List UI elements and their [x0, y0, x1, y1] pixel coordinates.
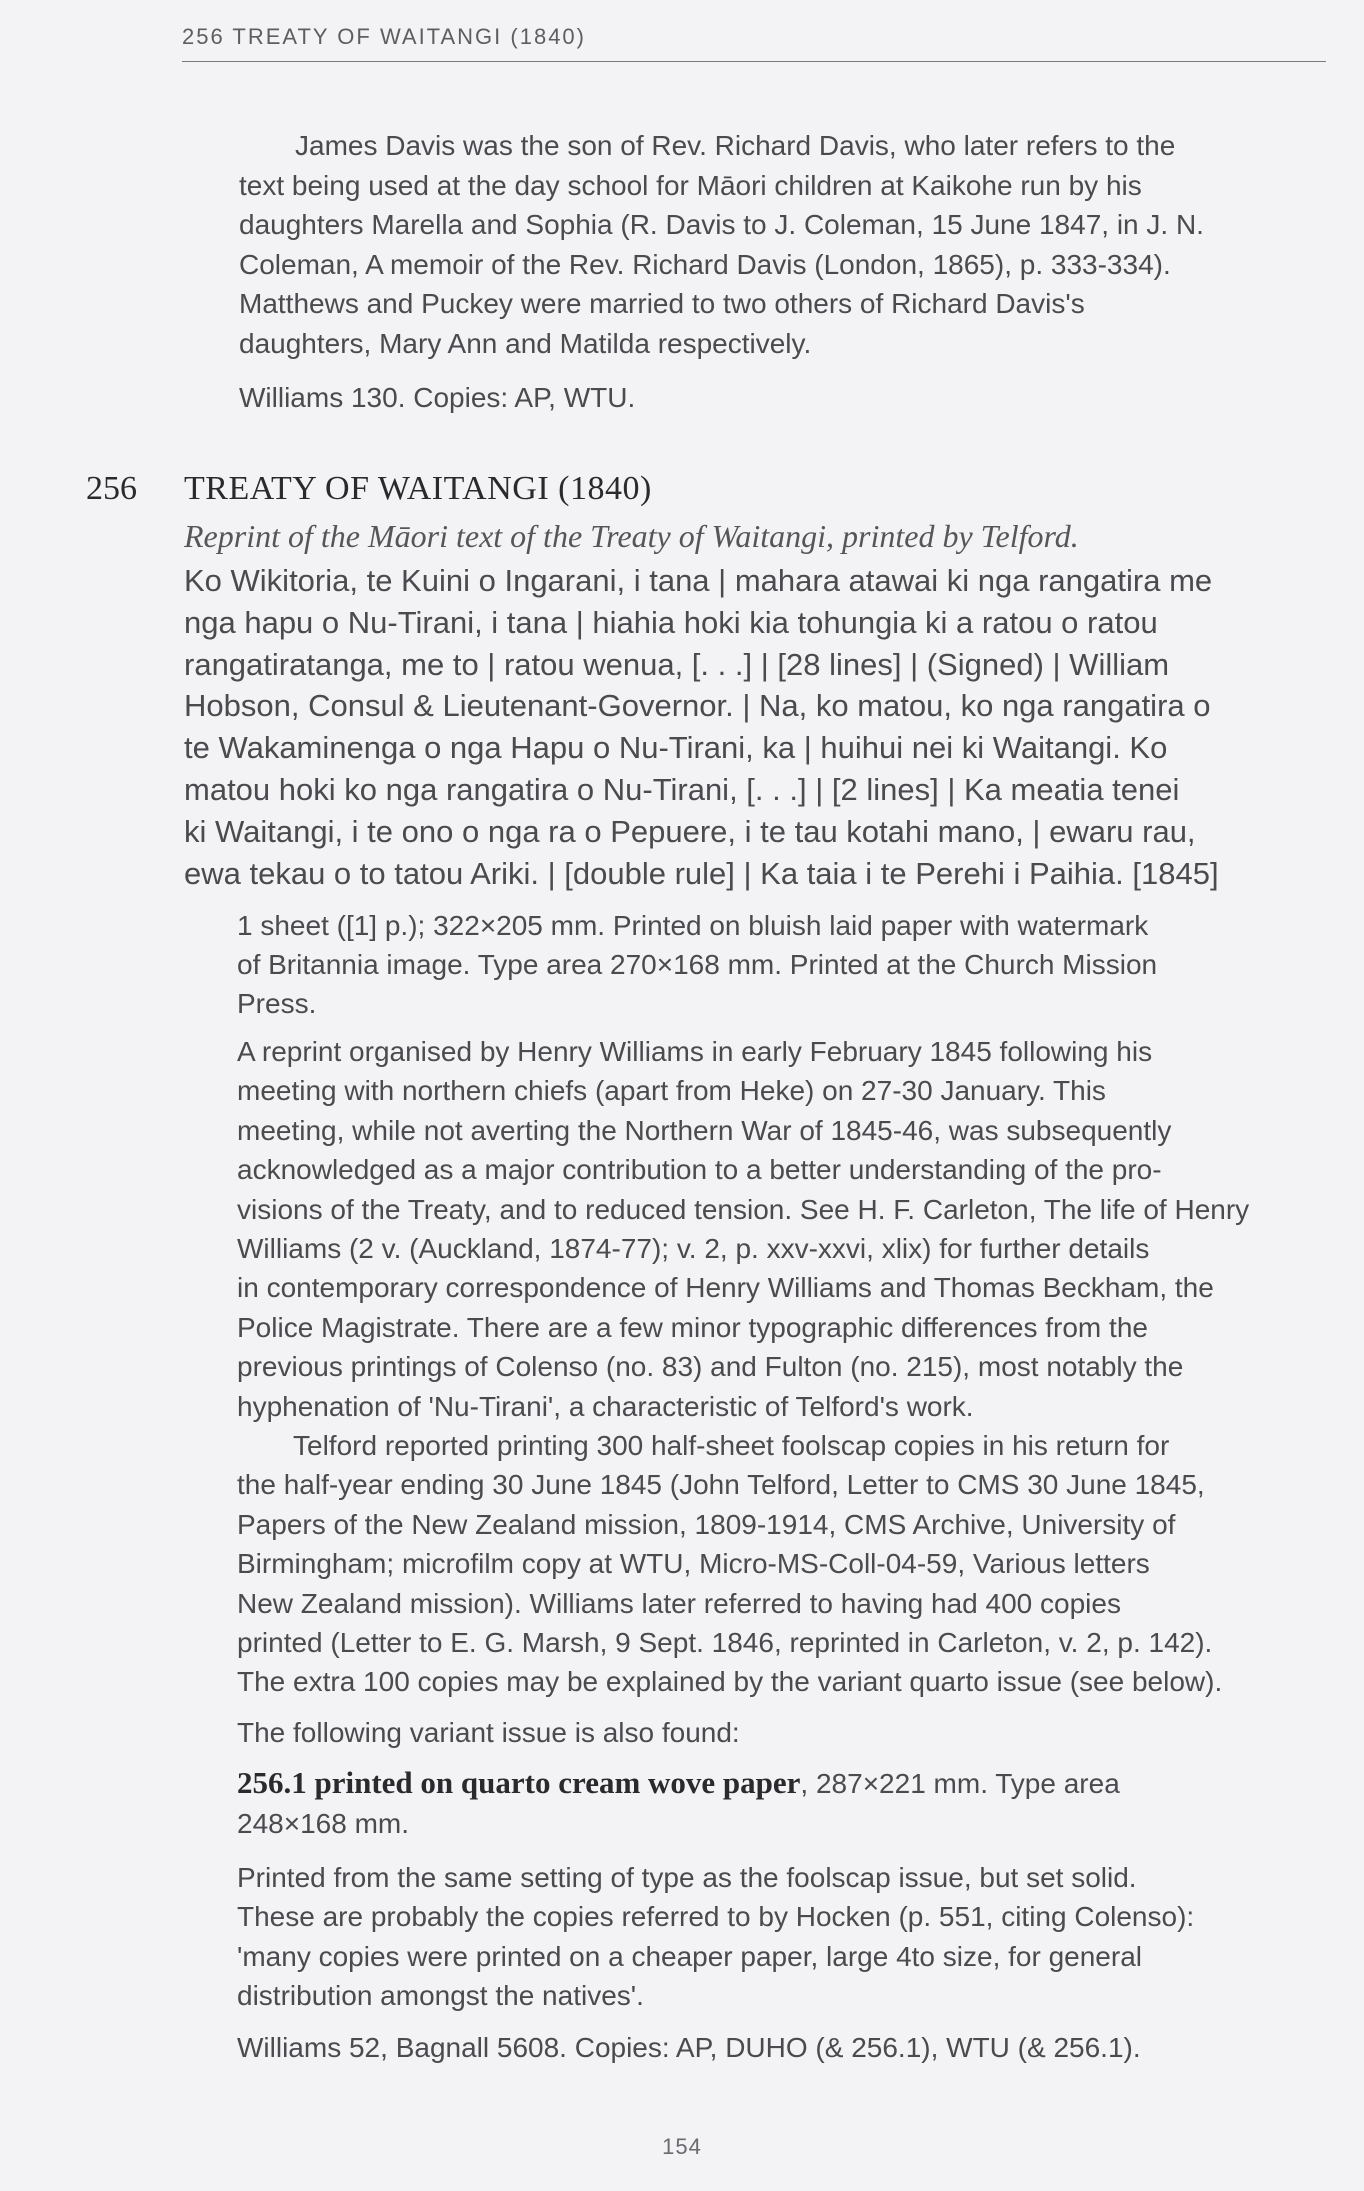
note-line: Telford reported printing 300 half-sheet foolscap copies in his return for: [293, 1430, 1170, 1461]
note-line: the half-year ending 30 June 1845 (John Telford, Letter to CMS 30 June 1845,: [237, 1469, 1205, 1501]
entry-number: 256: [86, 470, 137, 507]
prev-note-line: text being used at the day school for Māori children at Kaikohe run by his: [239, 169, 1142, 201]
note-line: Williams (2 v. (Auckland, 1874-77); v. 2, p. xxv-xxvi, xlix) for further details: [237, 1233, 1150, 1265]
note-line: 'many copies were printed on a cheaper paper, large 4to size, for general: [237, 1940, 1142, 1972]
note-line: visions of the Treaty, and to reduced tension. See H. F. Carleton, The life of Henry: [237, 1193, 1250, 1225]
entry-refs: Williams 52, Bagnall 5608. Copies: AP, DUHO (& 256.1), WTU (& 256.1).: [237, 2032, 1141, 2063]
note-reprint: [237, 1032, 1327, 1426]
note-line: meeting, while not averting the Northern War of 1845-46, was subsequently: [237, 1114, 1172, 1146]
physical-line: 1 sheet ([1] p.); 322×205 mm. Printed on bluish laid paper with watermark: [237, 910, 1149, 941]
transcription-line: nga hapu o Nu-Tirani, i tana | hiahia hoki kia tohungia ki a ratou o ratou: [184, 604, 1158, 640]
note-line: meeting with northern chiefs (apart from Heke) on 27-30 January. This: [237, 1075, 1106, 1107]
note-quarto: [237, 1858, 1327, 2016]
note-telford: [237, 1426, 1327, 1702]
physical-description: [237, 906, 1327, 1023]
variant-intro: The following variant issue is also found:: [237, 1717, 740, 1748]
transcription-line: te Wakaminenga o nga Hapu o Nu-Tirani, ka | huihui nei ki Waitangi. Ko: [184, 730, 1168, 766]
transcription-line: ewa tekau o to tatou Ariki. | [double rule] | Ka taia i te Perehi i Paihia. [1845]: [184, 855, 1219, 891]
note-line: A reprint organised by Henry Williams in early February 1845 following his: [237, 1036, 1153, 1067]
prev-entry-note: [239, 126, 1329, 364]
variant-line: 248×168 mm.: [237, 1808, 409, 1839]
variant-line: [237, 1763, 1120, 1804]
transcription-line: rangatiratanga, me to | ratou wenua, [. . .] | [28 lines] | (Signed) | William: [184, 646, 1170, 682]
note-line: These are probably the copies referred to by Hocken (p. 551, citing Colenso):: [237, 1901, 1195, 1933]
prev-entry-refs: Williams 130. Copies: AP, WTU.: [239, 382, 636, 413]
note-line: New Zealand mission). Williams later referred to having had 400 copies: [237, 1587, 1121, 1619]
entry-title: TREATY OF WAITANGI (1840): [184, 470, 652, 507]
prev-note-line: Matthews and Puckey were married to two others of Richard Davis's: [239, 288, 1085, 320]
note-line: The extra 100 copies may be explained by the variant quarto issue (see below).: [237, 1666, 1223, 1698]
entry-transcription: [184, 560, 1324, 894]
prev-note-line: daughters, Mary Ann and Matilda respectively.: [239, 327, 812, 359]
note-line: previous printings of Colenso (no. 83) and Fulton (no. 215), most notably the: [237, 1351, 1184, 1383]
transcription-line: ki Waitangi, i te ono o nga ra o Pepuere, i te tau kotahi mano, | ewaru rau,: [184, 813, 1196, 849]
note-line: Birmingham; microfilm copy at WTU, Micro-MS-Coll-04-59, Various letters: [237, 1548, 1150, 1580]
transcription-line: Ko Wikitoria, te Kuini o Ingarani, i tana | mahara atawai ki nga rangatira me: [184, 563, 1213, 598]
note-line: Printed from the same setting of type as the foolscap issue, but set solid.: [237, 1862, 1137, 1893]
page-number: 154: [662, 2134, 702, 2159]
note-line: Police Magistrate. There are a few minor typographic differences from the: [237, 1311, 1148, 1343]
variant-details: , 287×221 mm. Type area: [800, 1768, 1120, 1799]
prev-note-line: daughters Marella and Sophia (R. Davis to J. Coleman, 15 June 1847, in J. N.: [239, 209, 1204, 241]
entry-subtitle: Reprint of the Māori text of the Treaty of Waitangi, printed by Telford.: [184, 518, 1079, 554]
physical-line: of Britannia image. Type area 270×168 mm. Printed at the Church Mission: [237, 949, 1158, 980]
note-line: Papers of the New Zealand mission, 1809-1914, CMS Archive, University of: [237, 1508, 1176, 1540]
transcription-line: matou hoki ko nga rangatira o Nu-Tirani, [. . .] | [2 lines] | Ka meatia tenei: [184, 771, 1180, 807]
header-rule: [182, 61, 1326, 62]
note-line: printed (Letter to E. G. Marsh, 9 Sept. 1846, reprinted in Carleton, v. 2, p. 142).: [237, 1627, 1213, 1659]
variant-label: 256.1 printed on quarto cream wove paper: [237, 1765, 801, 1800]
note-line: acknowledged as a major contribution to a better understanding of the pro-: [237, 1154, 1162, 1186]
transcription-line: Hobson, Consul & Lieutenant-Governor. | Na, ko matou, ko nga rangatira o: [184, 688, 1211, 724]
note-line: in contemporary correspondence of Henry Williams and Thomas Beckham, the: [237, 1272, 1214, 1304]
physical-line: Press.: [237, 988, 317, 1019]
note-line: hyphenation of 'Nu-Tirani', a characteristic of Telford's work.: [237, 1390, 974, 1422]
running-head: 256 TREATY OF WAITANGI (1840): [182, 24, 586, 49]
note-line: distribution amongst the natives'.: [237, 1980, 644, 2012]
prev-note-line: Coleman, A memoir of the Rev. Richard Davis (London, 1865), p. 333-334).: [239, 248, 1171, 280]
prev-note-line: James Davis was the son of Rev. Richard Davis, who later refers to the: [295, 130, 1176, 161]
variant-issue: [237, 1763, 1120, 1844]
